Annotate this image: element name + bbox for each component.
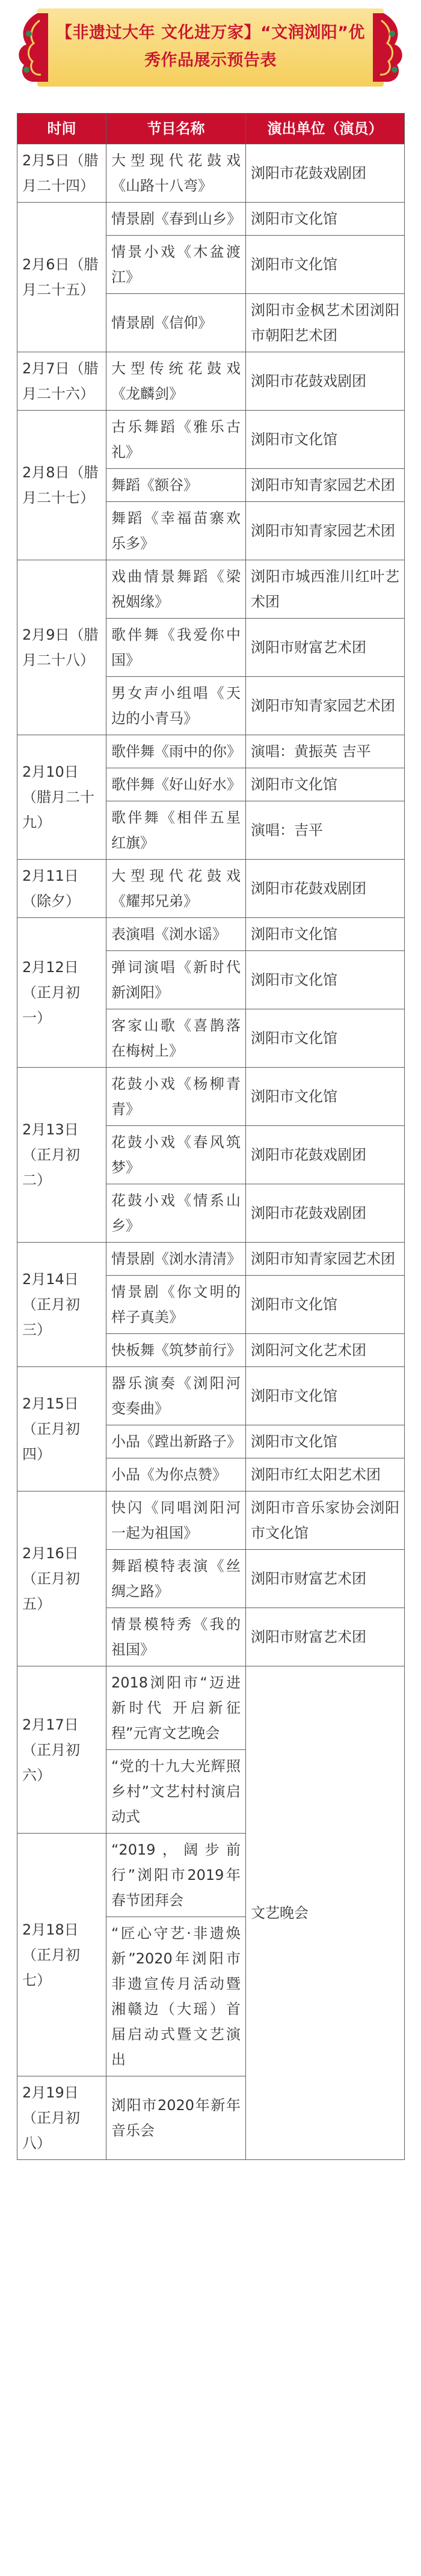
program-cell: 花鼓小戏《春风筑梦》 (106, 1126, 246, 1184)
performer-cell: 浏阳市花鼓戏剧团 (246, 144, 405, 203)
performer-cell: 浏阳河文化艺术团 (246, 1334, 405, 1367)
date-cell: 2月10日（腊月二十九） (17, 735, 106, 860)
table-row (17, 1491, 405, 1550)
program-cell: 男女声小组唱《天边的小青马》 (106, 677, 246, 735)
program-cell: 大型传统花鼓戏《龙麟剑》 (106, 352, 246, 411)
date-cell: 2月6日（腊月二十五） (17, 203, 106, 352)
performer-cell: 浏阳市文化馆 (246, 236, 405, 294)
date-cell: 2月12日（正月初一） (17, 918, 106, 1068)
date-cell: 2月7日（腊月二十六） (17, 352, 106, 411)
column-header-performer: 演出单位（演员） (246, 114, 405, 144)
program-cell: 客家山歌《喜鹊落在梅树上》 (106, 1009, 246, 1068)
performer-cell: 演唱：黄振英 吉平 (246, 735, 405, 768)
auspicious-cloud-icon (13, 10, 55, 87)
table-row (17, 144, 405, 203)
performer-cell: 浏阳市花鼓戏剧团 (246, 1184, 405, 1243)
table-row (17, 918, 405, 951)
program-cell: 舞蹈模特表演《丝绸之路》 (106, 1550, 246, 1608)
performer-cell: 浏阳市文化馆 (246, 1425, 405, 1458)
program-cell: 花鼓小戏《杨柳青青》 (106, 1068, 246, 1126)
schedule-body (17, 144, 405, 2160)
program-cell: “匠心守艺·非遗焕新”2020年浏阳市非遗宣传月活动暨湘赣边（大瑶）首届启动式暨文艺演出 (106, 1917, 246, 2076)
table-header-row (17, 114, 405, 144)
performer-cell: 浏阳市知青家园艺术团 (246, 1243, 405, 1276)
program-cell: “党的十九大光辉照乡村”文艺村村演启动式 (106, 1750, 246, 1834)
program-cell: 弹词演唱《新时代新浏阳》 (106, 951, 246, 1009)
program-cell: 情景剧《信仰》 (106, 294, 246, 352)
date-cell: 2月17日（正月初六） (17, 1666, 106, 1834)
program-cell: 花鼓小戏《情系山乡》 (106, 1184, 246, 1243)
program-cell: 歌伴舞《雨中的你》 (106, 735, 246, 768)
program-cell: 舞蹈《额谷》 (106, 469, 246, 502)
performer-cell: 浏阳市音乐家协会浏阳市文化馆 (246, 1491, 405, 1550)
table-row (17, 203, 405, 236)
program-cell: 情景剧《你文明的样子真美》 (106, 1276, 246, 1334)
table-row (17, 860, 405, 918)
column-header-program: 节目名称 (106, 114, 246, 144)
performer-cell: 浏阳市文化馆 (246, 1009, 405, 1068)
date-cell: 2月13日（正月初二） (17, 1068, 106, 1243)
performer-cell: 浏阳市文化馆 (246, 1276, 405, 1334)
program-cell: 浏阳市2020年新年音乐会 (106, 2076, 246, 2160)
performer-cell: 浏阳市财富艺术团 (246, 1608, 405, 1666)
performer-cell: 浏阳市知青家园艺术团 (246, 502, 405, 560)
program-cell: 歌伴舞《相伴五星红旗》 (106, 801, 246, 860)
date-cell: 2月15日（正月初四） (17, 1367, 106, 1491)
program-cell: 情景剧《浏水清清》 (106, 1243, 246, 1276)
table-row (17, 560, 405, 619)
table-row (17, 1243, 405, 1276)
performer-cell: 浏阳市文化馆 (246, 918, 405, 951)
performer-cell: 浏阳市花鼓戏剧团 (246, 860, 405, 918)
schedule-table (17, 113, 405, 2160)
performer-cell: 浏阳市文化馆 (246, 1068, 405, 1126)
program-cell: 小品《为你点赞》 (106, 1458, 246, 1491)
program-cell: 快闪《同唱浏阳河一起为祖国》 (106, 1491, 246, 1550)
performer-cell: 浏阳市金枫艺术团浏阳市朝阳艺术团 (246, 294, 405, 352)
program-cell: 歌伴舞《好山好水》 (106, 768, 246, 801)
date-cell: 2月9日（腊月二十八） (17, 560, 106, 735)
table-row (17, 352, 405, 411)
program-cell: 2018浏阳市“迈进新时代 开启新征程”元宵文艺晚会 (106, 1666, 246, 1750)
table-row (17, 1666, 405, 1750)
program-cell: 古乐舞蹈《雅乐古礼》 (106, 411, 246, 469)
table-row (17, 1367, 405, 1425)
date-cell: 2月14日（正月初三） (17, 1243, 106, 1367)
program-cell: 大型现代花鼓戏《耀邦兄弟》 (106, 860, 246, 918)
program-cell: “2019，阔步前行”浏阳市2019年春节团拜会 (106, 1834, 246, 1917)
performer-cell: 浏阳市知青家园艺术团 (246, 677, 405, 735)
date-cell: 2月5日（腊月二十四） (17, 144, 106, 203)
date-cell: 2月18日（正月初七） (17, 1834, 106, 2076)
performer-cell: 浏阳市知青家园艺术团 (246, 469, 405, 502)
program-cell: 情景小戏《木盆渡江》 (106, 236, 246, 294)
performer-cell: 浏阳市财富艺术团 (246, 1550, 405, 1608)
program-cell: 器乐演奏《浏阳河变奏曲》 (106, 1367, 246, 1425)
performer-cell: 浏阳市文化馆 (246, 768, 405, 801)
date-cell: 2月19日（正月初八） (17, 2076, 106, 2160)
date-cell: 2月8日（腊月二十七） (17, 411, 106, 560)
performer-cell: 浏阳市花鼓戏剧团 (246, 1126, 405, 1184)
program-cell: 小品《蹚出新路子》 (106, 1425, 246, 1458)
table-row (17, 1068, 405, 1126)
auspicious-cloud-icon (366, 10, 408, 87)
program-cell: 舞蹈《幸福苗寨欢乐多》 (106, 502, 246, 560)
program-cell: 歌伴舞《我爱你中国》 (106, 619, 246, 677)
performer-cell-merged: 文艺晚会 (246, 1666, 405, 2160)
column-header-time: 时间 (17, 114, 106, 144)
performer-cell: 浏阳市花鼓戏剧团 (246, 352, 405, 411)
program-cell: 大型现代花鼓戏《山路十八弯》 (106, 144, 246, 203)
performer-cell: 浏阳市财富艺术团 (246, 619, 405, 677)
title-banner (13, 4, 408, 94)
performer-cell: 浏阳市城西淮川红叶艺术团 (246, 560, 405, 619)
program-cell: 情景剧《春到山乡》 (106, 203, 246, 236)
performer-cell: 浏阳市文化馆 (246, 411, 405, 469)
date-cell: 2月11日（除夕） (17, 860, 106, 918)
performer-cell: 演唱：吉平 (246, 801, 405, 860)
table-row (17, 411, 405, 469)
program-cell: 戏曲情景舞蹈《梁祝姻缘》 (106, 560, 246, 619)
program-cell: 表演唱《浏水谣》 (106, 918, 246, 951)
date-cell: 2月16日（正月初五） (17, 1491, 106, 1666)
performer-cell: 浏阳市文化馆 (246, 951, 405, 1009)
program-cell: 情景模特秀《我的祖国》 (106, 1608, 246, 1666)
page-title: 【非遗过大年 文化进万家】“文润浏阳”优秀作品展示预告表 (56, 23, 365, 70)
table-row (17, 735, 405, 768)
performer-cell: 浏阳市文化馆 (246, 203, 405, 236)
program-cell: 快板舞《筑梦前行》 (106, 1334, 246, 1367)
performer-cell: 浏阳市红太阳艺术团 (246, 1458, 405, 1491)
performer-cell: 浏阳市文化馆 (246, 1367, 405, 1425)
